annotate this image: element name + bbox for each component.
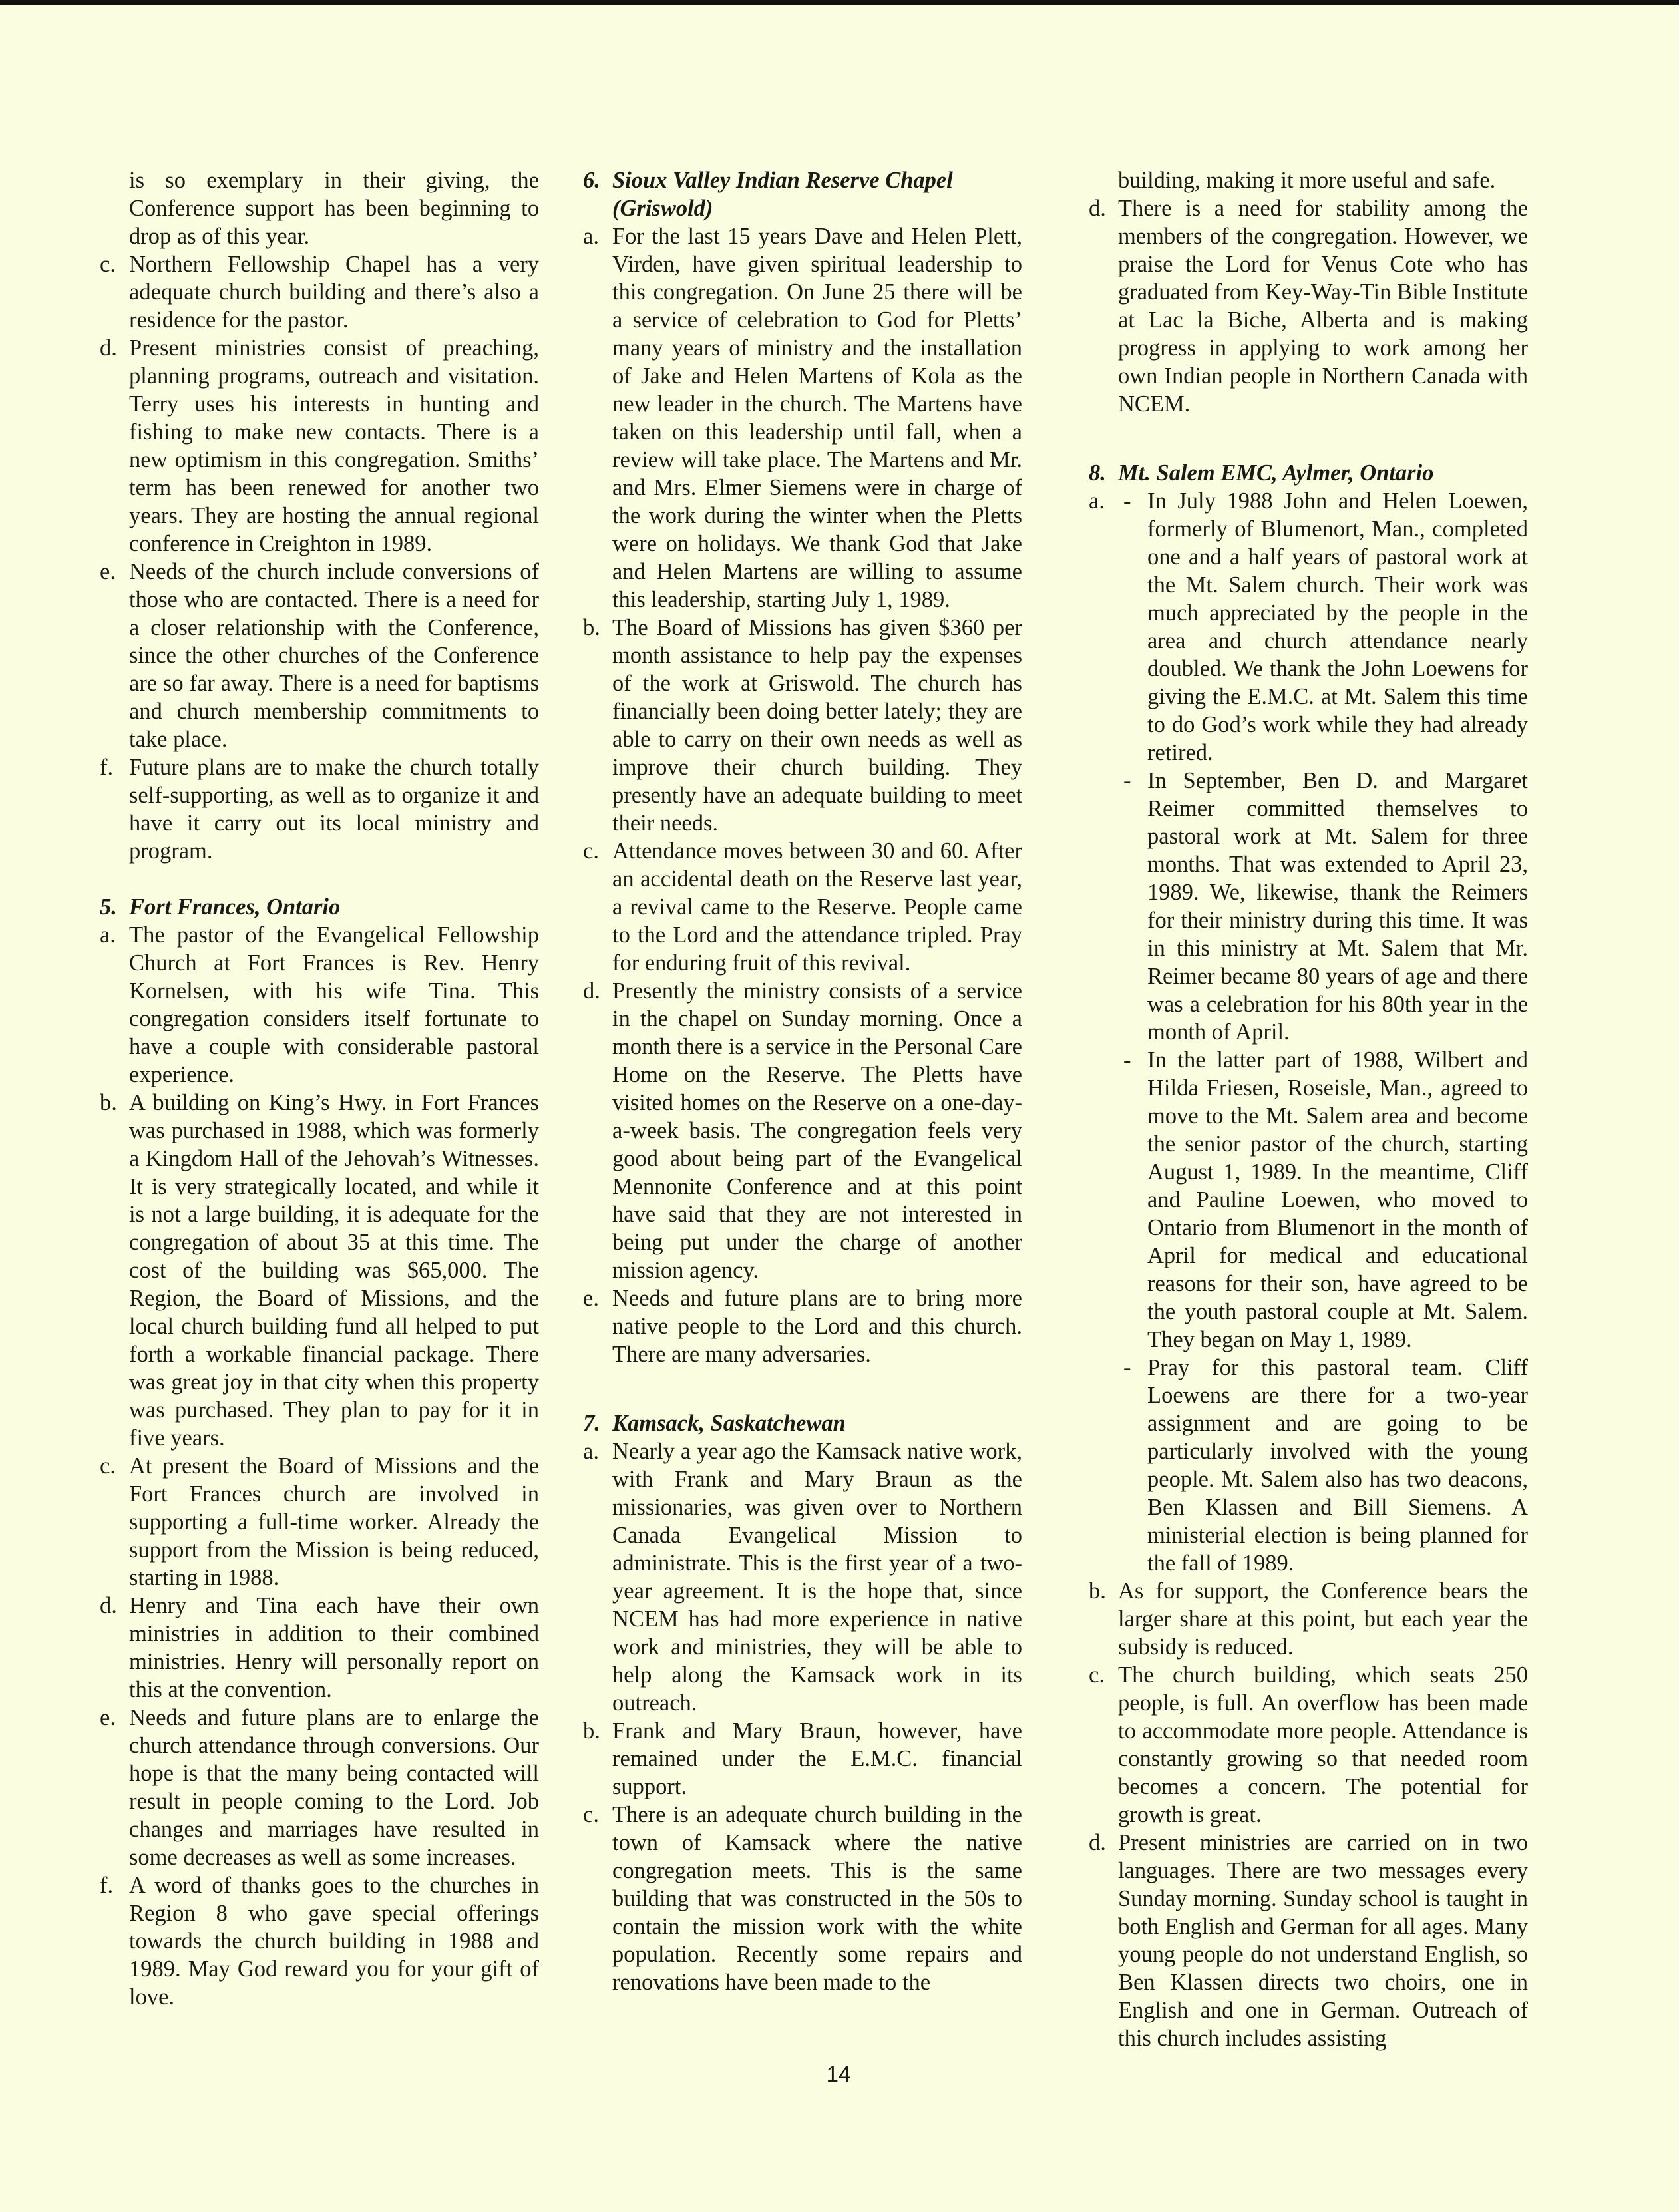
item-marker: e. bbox=[100, 559, 116, 584]
item-marker: b. bbox=[583, 1718, 600, 1744]
paragraph-continued: is so exemplary in their giving, the Conference support has been beginning to drop as of this year. bbox=[129, 168, 539, 249]
item-marker: d. bbox=[100, 1593, 117, 1618]
item-text: The Board of Missions has given $360 per month assistance to help pay the expenses of the work at Griswold. The church has financially been doing better lately; they are able to carry on their own needs as well as improve their church building. They presently have an adequate building to meet their needs. bbox=[612, 615, 1022, 836]
item-marker: b. bbox=[100, 1090, 117, 1115]
item-text: The church building, which seats 250 people, is full. An overflow has been made to accommodate more people. Attendance is constantly growing so that needed room becomes a concern. The potential for growth is great. bbox=[1118, 1662, 1528, 1827]
top-border bbox=[0, 0, 1679, 5]
section-5-list bbox=[100, 921, 539, 2011]
item-marker: b. bbox=[1089, 1578, 1106, 1604]
sub-item-text: In July 1988 John and Helen Loewen, formerly of Blumenort, Man., completed one and a half years of pastoral work at the Mt. Salem church. Their work was much appreciated by the people in the area and church attendance nearly doubled. We thank the John Loewens for giving the E.M.C. at Mt. Salem this time to do God’s work while they had already retired. bbox=[1147, 488, 1528, 765]
item-text: Frank and Mary Braun, however, have remained under the E.M.C. financial support. bbox=[612, 1718, 1022, 1799]
sub-item bbox=[1118, 1354, 1528, 1577]
dash-marker: - bbox=[1123, 1047, 1131, 1073]
section-6-list bbox=[583, 222, 1022, 1368]
dash-marker: - bbox=[1123, 1355, 1131, 1380]
item-marker: e. bbox=[583, 1286, 599, 1311]
section-heading-6-sub: (Griswold) bbox=[612, 196, 713, 221]
sub-item bbox=[1118, 1046, 1528, 1354]
heading-text: Kamsack, Saskatchewan bbox=[612, 1411, 846, 1436]
list-item bbox=[100, 558, 539, 753]
heading-text: Fort Frances, Ontario bbox=[129, 894, 341, 920]
heading-number: 7. bbox=[583, 1411, 600, 1436]
list-item bbox=[100, 250, 539, 334]
section-7-list bbox=[583, 1437, 1022, 1996]
item-marker: c. bbox=[583, 838, 599, 864]
column-2 bbox=[583, 166, 1022, 1996]
section-heading-8 bbox=[1089, 459, 1528, 487]
item-text: As for support, the Conference bears the larger share at this point, but each year the subsidy is reduced. bbox=[1118, 1578, 1528, 1660]
list-item bbox=[100, 1871, 539, 2011]
item-marker: a. bbox=[100, 922, 116, 948]
item-marker: c. bbox=[1089, 1662, 1105, 1688]
page-number: 14 bbox=[826, 2062, 851, 2086]
item-marker: f. bbox=[100, 755, 114, 780]
item-marker: c. bbox=[100, 252, 116, 277]
item-text: A word of thanks goes to the churches in Region 8 who gave special offerings towards the church building in 1988 and 1989. May God reward you for your gift of love. bbox=[129, 1873, 539, 2010]
item-text: There is a need for stability among the members of the congregation. However, we praise the Lord for Venus Cote who has graduated from Key-Way-Tin Bible Institute at Lac la Biche, Alberta and is making progress in applying to work among her own Indian people in Northern Canada with NCEM. bbox=[1118, 196, 1528, 417]
item-text: For the last 15 years Dave and Helen Plett, Virden, have given spiritual leadership to this congregation. On June 25 there will be a service of celebration to God for Pletts’ many years of ministry and the installation of Jake and Helen Martens of Kola as the new leader in the church. The Martens have taken on this leadership until fall, when a review will take place. The Martens and Mr. and Mrs. Elmer Siemens were in charge of the work during the winter when the Pletts were on holidays. We thank God that Jake and Helen Martens are willing to assume this leadership, starting July 1, 1989. bbox=[612, 224, 1022, 612]
item-marker: a. bbox=[583, 224, 599, 249]
sub-item-text: In September, Ben D. and Margaret Reimer committed themselves to pastoral work at Mt. Salem for three months. That was extended to April 23, 1989. We, likewise, thank the Reimers for their ministry during this time. It was in this ministry at Mt. Salem that Mr. Reimer became 80 years of age and there was a celebration for his 80th year in the month of April. bbox=[1147, 768, 1528, 1045]
section-heading-6 bbox=[583, 166, 1022, 194]
item-marker: d. bbox=[1089, 196, 1106, 221]
paragraph-continued: building, making it more useful and safe. bbox=[1118, 168, 1496, 193]
list-item bbox=[100, 1592, 539, 1704]
section-heading-7 bbox=[583, 1409, 1022, 1437]
column-3 bbox=[1089, 166, 1528, 2052]
item-marker: a. bbox=[1089, 488, 1105, 514]
heading-number: 5. bbox=[100, 894, 117, 920]
list-item bbox=[1089, 1661, 1528, 1829]
list-item bbox=[583, 614, 1022, 837]
list-item bbox=[100, 334, 539, 558]
item-text: Present ministries are carried on in two languages. There are two messages every Sunday morning. Sunday school is taught in both English and German for all ages. Many young people do not understand English, so Ben Klassen directs two choirs, one in English and one in German. Outreach of this church includes assisting bbox=[1118, 1830, 1528, 2051]
list-item bbox=[583, 1437, 1022, 1717]
dash-marker: - bbox=[1123, 768, 1131, 793]
item-text: Needs of the church include conversions of those who are contacted. There is a need for a closer relationship with the Conference, since the other churches of the Conference are so far away. There is a need for baptisms and church membership commitments to take place. bbox=[129, 559, 539, 752]
item-text: There is an adequate church building in the town of Kamsack where the native congregation meets. This is the same building that was constructed in the 50s to contain the mission work with the white population. Recently some repairs and renovations have been made to the bbox=[612, 1802, 1022, 1995]
heading-number: 8. bbox=[1089, 461, 1106, 486]
list-item bbox=[583, 837, 1022, 977]
list-item bbox=[1089, 1577, 1528, 1661]
item-marker: a. bbox=[583, 1439, 599, 1464]
sub-item bbox=[1118, 767, 1528, 1046]
list-item bbox=[100, 753, 539, 865]
list-item bbox=[583, 1717, 1022, 1801]
list-item bbox=[100, 1089, 539, 1452]
item-text: Attendance moves between 30 and 60. After an accidental death on the Reserve last year, a revival came to the Reserve. People came to the Lord and the attendance tripled. Pray for enduring fruit of this revival. bbox=[612, 838, 1022, 976]
item-text: Future plans are to make the church totally self-supporting, as well as to organize it and have it carry out its local ministry and program. bbox=[129, 755, 539, 864]
list-item bbox=[1089, 1829, 1528, 2052]
heading-number: 6. bbox=[583, 168, 600, 193]
item-text: Needs and future plans are to bring more native people to the Lord and this church. There are many adversaries. bbox=[612, 1286, 1022, 1367]
item-marker: f. bbox=[100, 1873, 114, 1898]
list-item bbox=[583, 1284, 1022, 1368]
section-4-list bbox=[100, 250, 539, 865]
list-item bbox=[583, 977, 1022, 1284]
item-marker: e. bbox=[100, 1705, 116, 1730]
list-item bbox=[583, 222, 1022, 614]
list-item bbox=[1089, 487, 1528, 1577]
item-text: A building on King’s Hwy. in Fort Frances was purchased in 1988, which was formerly a Kingdom Hall of the Jehovah’s Witnesses. It is very strategically located, and while it is not a large building, it is adequate for the congregation of about 35 at this time. The cost of the building was $65,000. The Region, the Board of Missions, and the local church building fund all helped to put forth a workable financial package. There was great joy in that city when this property was purchased. They plan to pay for it in five years. bbox=[129, 1090, 539, 1451]
sub-item bbox=[1118, 487, 1528, 767]
item-text: Northern Fellowship Chapel has a very adequate church building and there’s also a residence for the pastor. bbox=[129, 252, 539, 333]
item-marker: c. bbox=[583, 1802, 599, 1827]
item-marker: c. bbox=[100, 1453, 116, 1479]
item-text: At present the Board of Missions and the Fort Frances church are involved in supporting a full-time worker. Already the support from the Mission is being reduced, starting in 1988. bbox=[129, 1453, 539, 1590]
column-1 bbox=[100, 166, 539, 2011]
item-marker: d. bbox=[1089, 1830, 1106, 1855]
item-marker: d. bbox=[100, 335, 117, 361]
heading-text: Mt. Salem EMC, Aylmer, Ontario bbox=[1118, 461, 1434, 486]
section-heading-5 bbox=[100, 893, 539, 921]
item-text: Nearly a year ago the Kamsack native work, with Frank and Mary Braun as the missionaries, was given over to Northern Canada Evangelical Mission to administrate. This is the first year of a two-year agreement. It is the hope that, since NCEM has had more experience in native work and ministries, they will be able to help along the Kamsack work in its outreach. bbox=[612, 1439, 1022, 1716]
item-marker: d. bbox=[583, 978, 600, 1004]
item-marker: b. bbox=[583, 615, 600, 640]
list-item bbox=[1089, 194, 1528, 418]
section-8-list bbox=[1089, 487, 1528, 2052]
list-item bbox=[583, 1801, 1022, 1996]
sub-item-text: Pray for this pastoral team. Cliff Loewens are there for a two-year assignment and are going to be particularly involved with the young people. Mt. Salem also has two deacons, Ben Klassen and Bill Siemens. A ministerial election is being planned for the fall of 1989. bbox=[1147, 1355, 1528, 1576]
list-item bbox=[100, 1452, 539, 1592]
dash-marker: - bbox=[1123, 488, 1131, 514]
list-item bbox=[100, 921, 539, 1089]
item-text: Needs and future plans are to enlarge the church attendance through conversions. Our hope is that the many being contacted will result in people coming to the Lord. Job changes and marriages have resulted in some decreases as well as some increases. bbox=[129, 1705, 539, 1870]
heading-text: Sioux Valley Indian Reserve Chapel bbox=[612, 168, 953, 193]
item-text: Presently the ministry consists of a service in the chapel on Sunday morning. Once a month there is a service in the Personal Care Home on the Reserve. The Pletts have visited homes on the Reserve on a one-day-a-week basis. The congregation feels very good about being part of the Evangelical Mennonite Conference and at this point have said that they are not interested in being put under the charge of another mission agency. bbox=[612, 978, 1022, 1283]
list-item bbox=[100, 1704, 539, 1871]
item-text: Henry and Tina each have their own ministries in addition to their combined ministries. Henry will personally report on this at the convention. bbox=[129, 1593, 539, 1702]
sub-item-text: In the latter part of 1988, Wilbert and Hilda Friesen, Roseisle, Man., agreed to move to the Mt. Salem area and become the senior pastor of the church, starting August 1, 1989. In the meantime, Cliff and Pauline Loewen, who moved to Ontario from Blumenort in the month of April for medical and educational reasons for their son, have agreed to be the youth pastoral couple at Mt. Salem. They began on May 1, 1989. bbox=[1147, 1047, 1528, 1352]
item-text: Present ministries consist of preaching, planning programs, outreach and visitation. Terry uses his interests in hunting and fishing to make new contacts. There is a new optimism in this congregation. Smiths’ term has been renewed for another two years. They are hosting the annual regional conference in Creighton in 1989. bbox=[129, 335, 539, 556]
item-text: The pastor of the Evangelical Fellowship Church at Fort Frances is Rev. Henry Kornelsen, with his wife Tina. This congregation considers itself fortunate to have a couple with considerable pastoral experience. bbox=[129, 922, 539, 1087]
